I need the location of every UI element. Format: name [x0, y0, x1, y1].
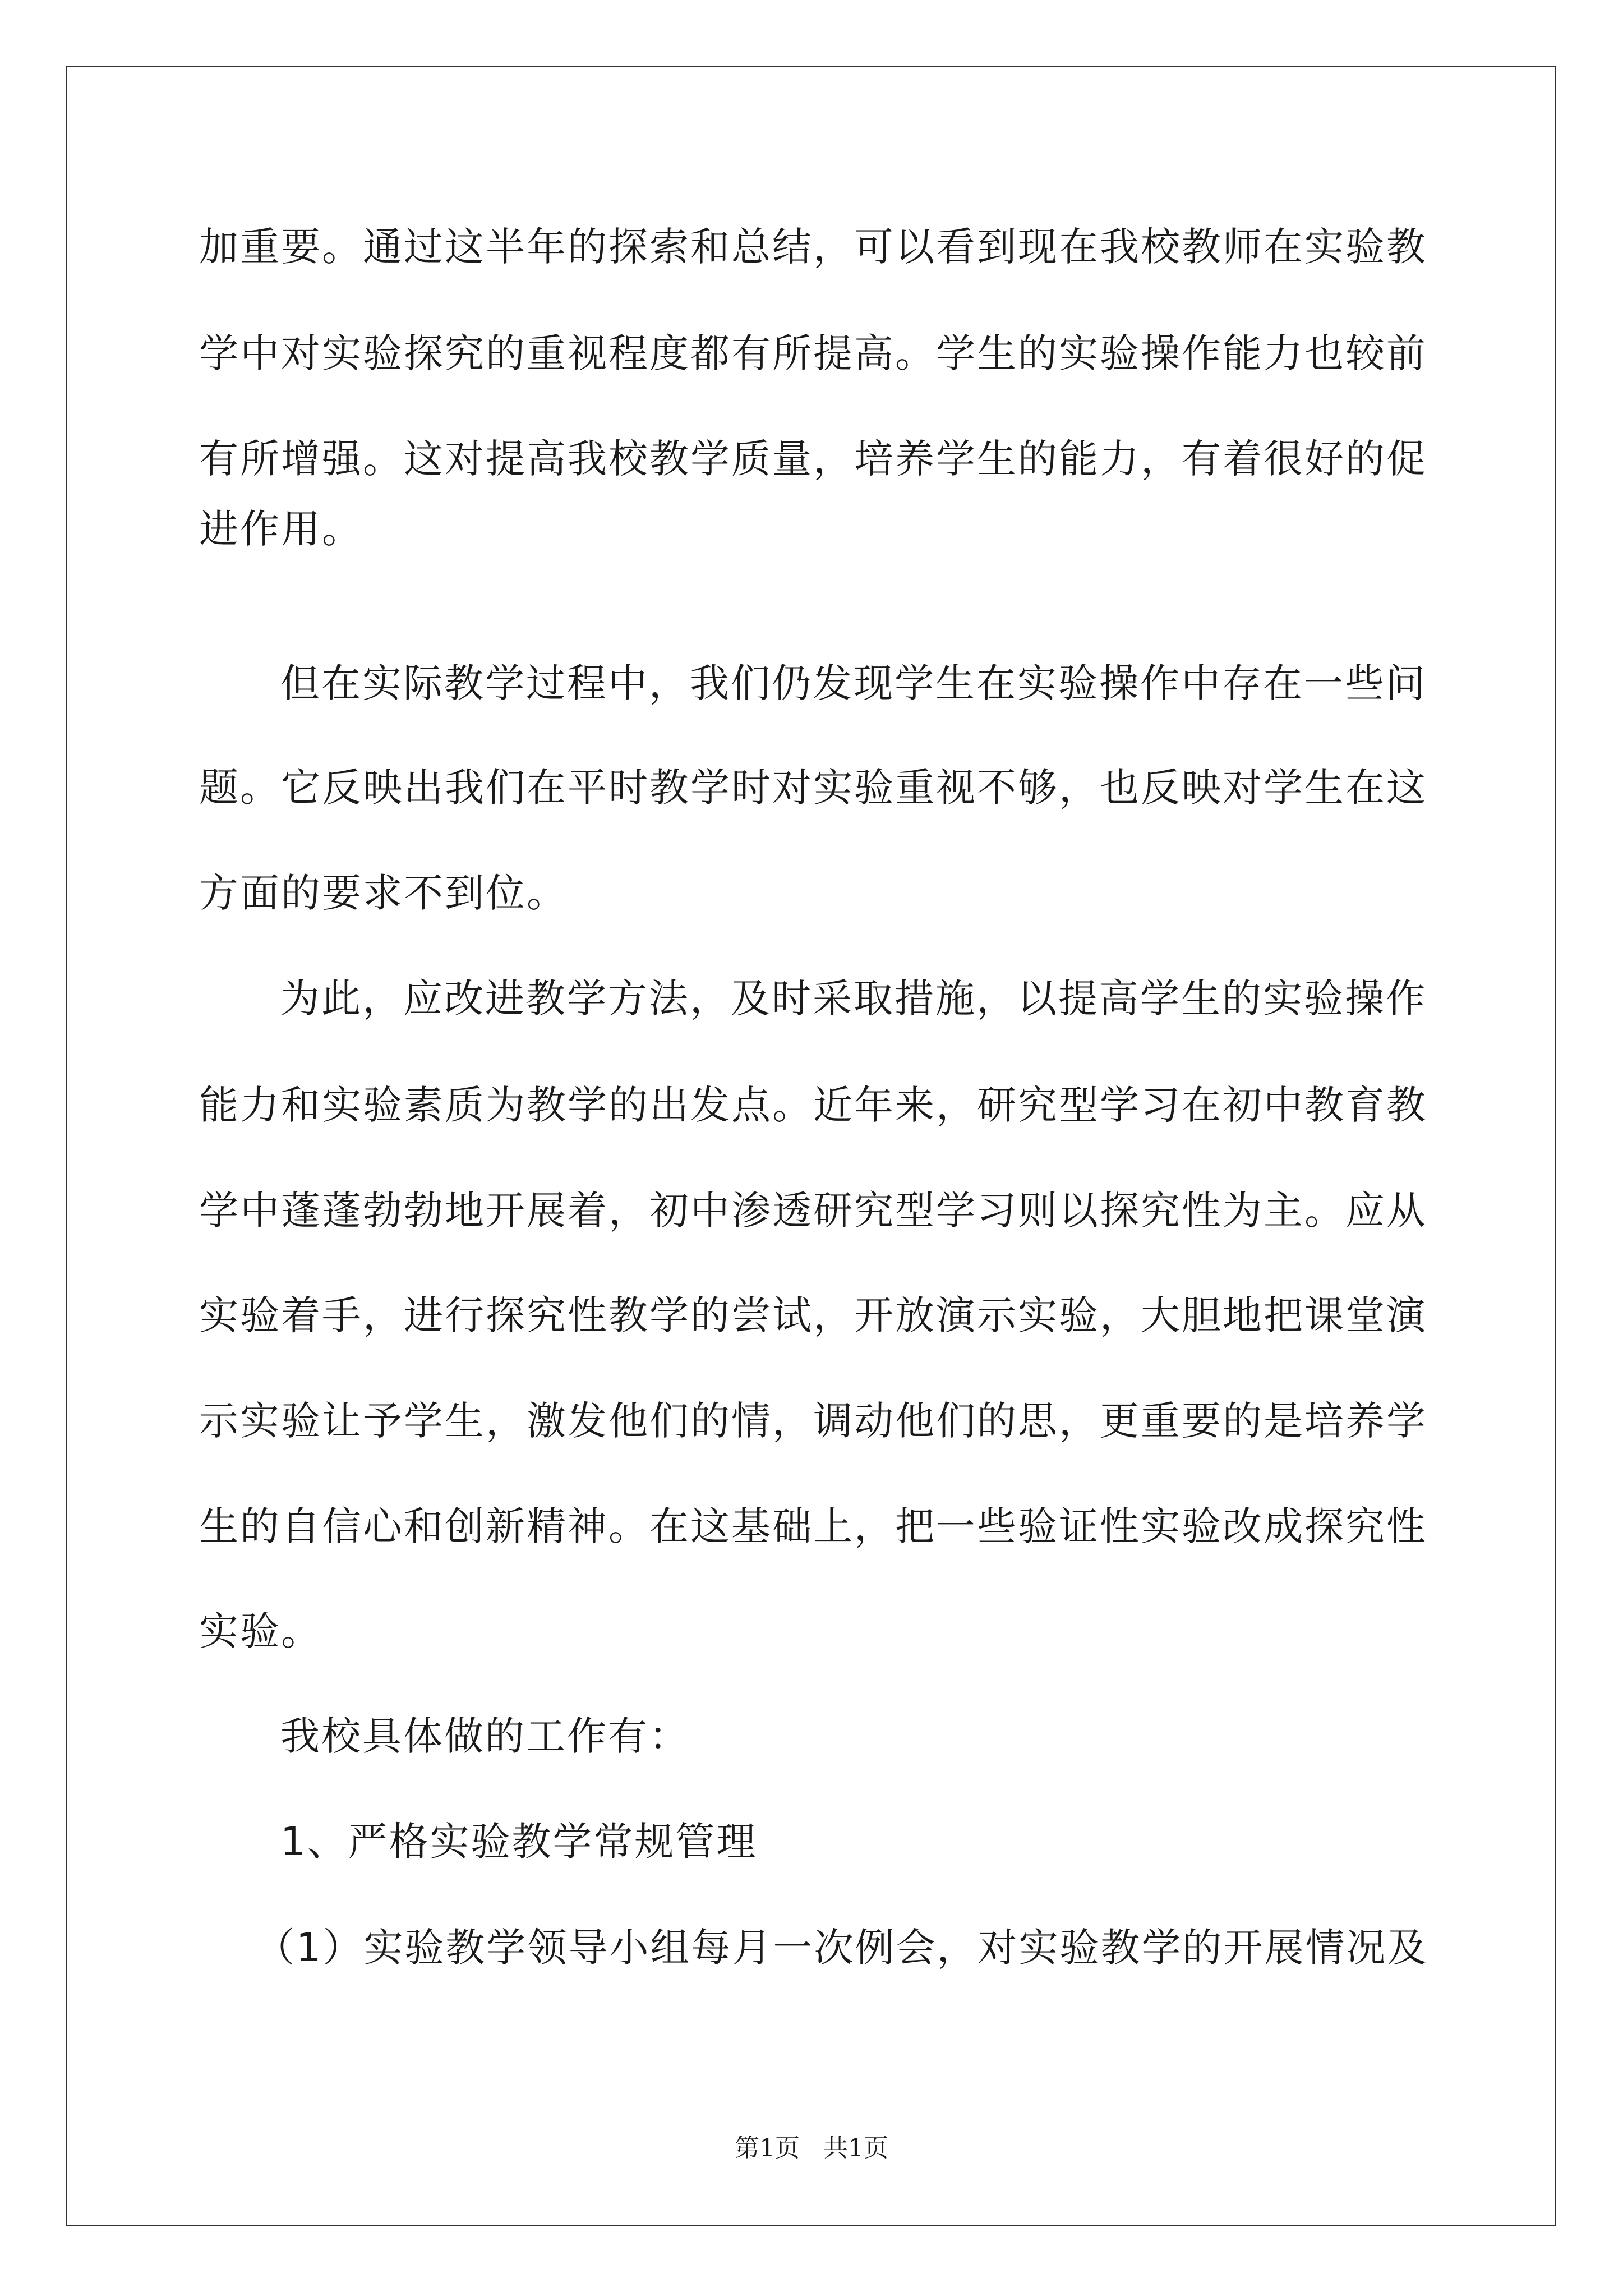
- paragraph-line: （1）实验教学领导小组每月一次例会，对实验教学的开展情况及: [255, 1925, 1428, 1971]
- paragraph-line: 实验。: [199, 1608, 322, 1654]
- paragraph-line: 生的自信心和创新精神。在这基础上，把一些验证性实验改成探究性: [199, 1503, 1427, 1549]
- paragraph-line: 学中对实验探究的重视程度都有所提高。学生的实验操作能力也较前: [199, 330, 1427, 376]
- paragraph-line: 题。它反映出我们在平时教学时对实验重视不够，也反映对学生在这: [199, 765, 1427, 811]
- paragraph-line: 学中蓬蓬勃勃地开展着，初中渗透研究型学习则以探究性为主。应从: [199, 1188, 1427, 1234]
- section-heading: 1、严格实验教学常规管理: [280, 1819, 758, 1865]
- paragraph-line: 但在实际教学过程中，我们仍发现学生在实验操作中存在一些问: [280, 660, 1427, 706]
- paragraph-line: 为此，应改进教学方法，及时采取措施，以提高学生的实验操作: [280, 976, 1427, 1022]
- paragraph-line: 能力和实验素质为教学的出发点。近年来，研究型学习在初中教育教: [199, 1082, 1427, 1128]
- paragraph-line: 方面的要求不到位。: [199, 870, 568, 916]
- page-footer: [0, 2132, 1623, 2165]
- page-total: 共1页: [823, 2134, 888, 2162]
- paragraph-line: 有所增强。这对提高我校教学质量，培养学生的能力，有着很好的促: [199, 436, 1427, 482]
- page-number: 第1页: [735, 2134, 800, 2162]
- paragraph-line: 加重要。通过这半年的探索和总结，可以看到现在我校教师在实验教: [199, 224, 1427, 270]
- paragraph-line: 实验着手，进行探究性教学的尝试，开放演示实验，大胆地把课堂演: [199, 1292, 1427, 1338]
- paragraph-line: 进作用。: [199, 506, 363, 552]
- page-border: [66, 66, 1556, 2226]
- paragraph-line: 示实验让予学生，激发他们的情，调动他们的思，更重要的是培养学: [199, 1398, 1427, 1444]
- paragraph-line: 我校具体做的工作有：: [280, 1713, 690, 1759]
